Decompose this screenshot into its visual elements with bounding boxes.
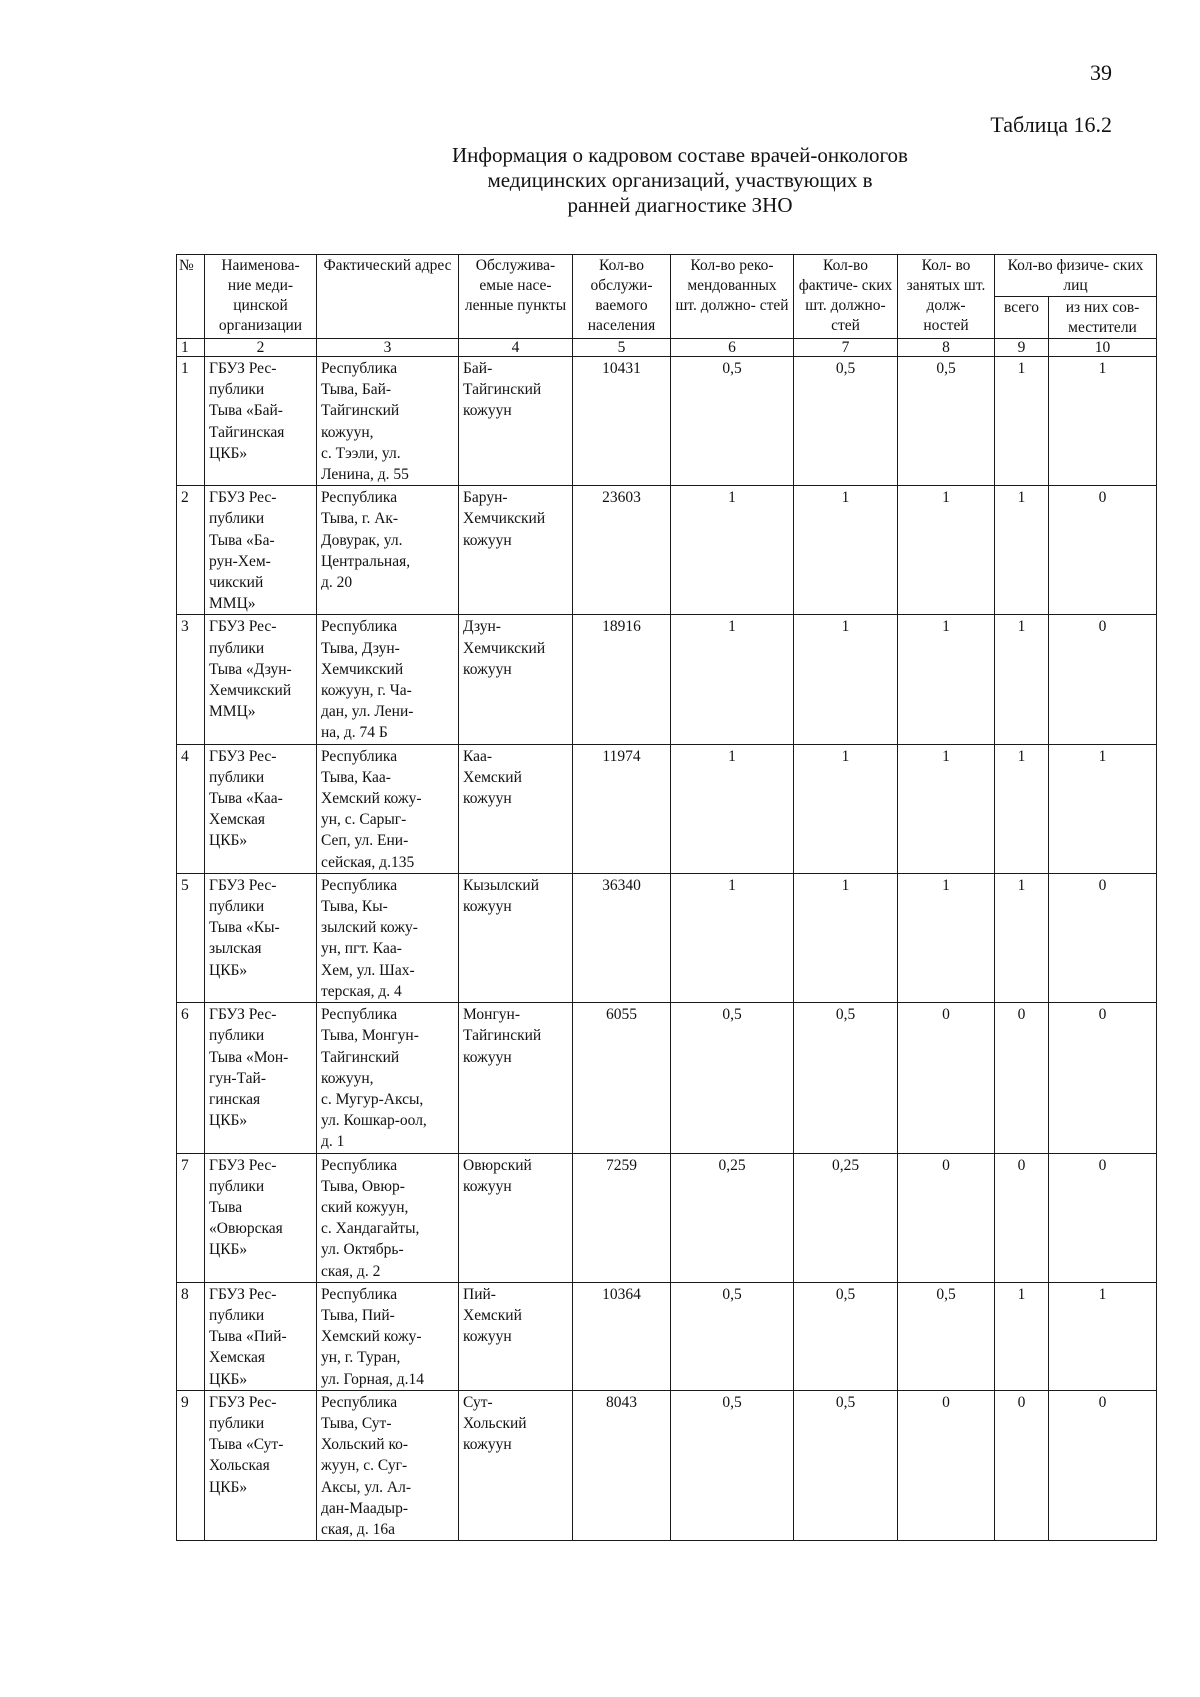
cell-occupied: 1 [898,615,995,744]
cell-address: Республика Тыва, Монгун- Тайгинский кожуун, с. Мугур-Аксы, ул. Кошкар-оол, д. 1 [317,1003,459,1153]
cell-occupied: 0,5 [898,1282,995,1390]
cell-actual: 1 [794,873,898,1002]
cell-settlements: Бай- Тайгинский кожуун [459,357,573,486]
cell-settlements: Пий- Хемский кожуун [459,1282,573,1390]
cell-actual: 0,25 [794,1153,898,1282]
header-population: Кол-во обслужи- ваемого населения [573,255,671,339]
cell-physical-part: 0 [1049,486,1157,615]
cell-settlements: Овюрский кожуун [459,1153,573,1282]
cell-population: 11974 [573,744,671,873]
cell-physical-part: 0 [1049,615,1157,744]
column-number: 10 [1049,339,1157,357]
cell-settlements: Дзун- Хемчикский кожуун [459,615,573,744]
header-physical-total: всего [995,297,1049,339]
cell-physical-total: 1 [995,873,1049,1002]
cell-organization: ГБУЗ Рес- публики Тыва «Пий- Хемская ЦКБ» [205,1282,317,1390]
cell-population: 10364 [573,1282,671,1390]
table-row [177,744,1157,873]
column-number: 9 [995,339,1049,357]
cell-recommended: 1 [671,873,794,1002]
cell-occupied: 1 [898,486,995,615]
cell-occupied: 1 [898,873,995,1002]
cell-recommended: 1 [671,486,794,615]
table-row [177,486,1157,615]
column-number: 6 [671,339,794,357]
header-address: Фактический адрес [317,255,459,339]
document-title [330,143,1030,218]
cell-physical-total: 0 [995,1003,1049,1153]
cell-physical-part: 1 [1049,357,1157,486]
cell-physical-part: 0 [1049,1003,1157,1153]
table-row [177,1390,1157,1540]
cell-organization: ГБУЗ Рес- публики Тыва «Дзун- Хемчикский ММЦ» [205,615,317,744]
page-number: 39 [1090,60,1112,85]
column-number: 4 [459,339,573,357]
header-row [177,255,1157,297]
cell-recommended: 1 [671,744,794,873]
cell-settlements: Барун- Хемчикский кожуун [459,486,573,615]
column-number: 1 [177,339,205,357]
cell-physical-total: 1 [995,486,1049,615]
cell-population: 23603 [573,486,671,615]
staff-table [176,254,1157,1541]
cell-index: 7 [177,1153,205,1282]
cell-occupied: 0,5 [898,357,995,486]
cell-occupied: 0 [898,1390,995,1540]
cell-index: 3 [177,615,205,744]
cell-actual: 0,5 [794,1003,898,1153]
header-physical: Кол-во физиче- ских лиц [995,255,1157,297]
cell-address: Республика Тыва, Бай- Тайгинский кожуун, с. Тээли, ул. Ленина, д. 55 [317,357,459,486]
cell-index: 8 [177,1282,205,1390]
cell-index: 2 [177,486,205,615]
title-line: медицинских организаций, участвующих в [487,168,873,192]
table-row [177,615,1157,744]
cell-physical-part: 1 [1049,744,1157,873]
header-no: № [177,255,205,339]
cell-settlements: Каа- Хемский кожуун [459,744,573,873]
cell-actual: 0,5 [794,1282,898,1390]
cell-address: Республика Тыва, Сут- Хольский ко- жуун, с. Суг- Аксы, ул. Ал- дан-Маадыр- ская, д. 16а [317,1390,459,1540]
cell-recommended: 0,5 [671,1390,794,1540]
cell-physical-part: 1 [1049,1282,1157,1390]
table-label: Таблица 16.2 [990,112,1112,137]
cell-index: 1 [177,357,205,486]
cell-index: 4 [177,744,205,873]
cell-address: Республика Тыва, Дзун- Хемчикский кожуун, г. Ча- дан, ул. Лени- на, д. 74 Б [317,615,459,744]
cell-population: 36340 [573,873,671,1002]
column-number: 7 [794,339,898,357]
cell-population: 7259 [573,1153,671,1282]
cell-physical-part: 0 [1049,1153,1157,1282]
cell-physical-part: 0 [1049,873,1157,1002]
cell-address: Республика Тыва, Каа- Хемский кожу- ун, с. Сарыг- Сеп, ул. Ени- сейская, д.135 [317,744,459,873]
cell-organization: ГБУЗ Рес- публики Тыва «Мон- гун-Тай- гинская ЦКБ» [205,1003,317,1153]
column-number: 8 [898,339,995,357]
cell-physical-part: 0 [1049,1390,1157,1540]
cell-address: Республика Тыва, г. Ак- Довурак, ул. Центральная, д. 20 [317,486,459,615]
column-number: 5 [573,339,671,357]
title-line: ранней диагностике ЗНО [567,193,793,217]
cell-actual: 1 [794,486,898,615]
header-settlements: Обслужива- емые насе- ленные пункты [459,255,573,339]
cell-physical-total: 1 [995,615,1049,744]
cell-actual: 0,5 [794,357,898,486]
header-name: Наименова- ние меди- цинской организации [205,255,317,339]
cell-organization: ГБУЗ Рес- публики Тыва «Каа- Хемская ЦКБ» [205,744,317,873]
cell-physical-total: 1 [995,357,1049,486]
cell-population: 10431 [573,357,671,486]
cell-address: Республика Тыва, Пий- Хемский кожу- ун, г. Туран, ул. Горная, д.14 [317,1282,459,1390]
cell-recommended: 0,5 [671,1282,794,1390]
cell-occupied: 1 [898,744,995,873]
cell-occupied: 0 [898,1003,995,1153]
cell-index: 6 [177,1003,205,1153]
table-row [177,1282,1157,1390]
cell-population: 18916 [573,615,671,744]
title-line: Информация о кадровом составе врачей-онкологов [452,143,908,167]
cell-settlements: Сут- Хольский кожуун [459,1390,573,1540]
table-row [177,1153,1157,1282]
cell-index: 5 [177,873,205,1002]
cell-organization: ГБУЗ Рес- публики Тыва «Кы- зылская ЦКБ» [205,873,317,1002]
table-row [177,1003,1157,1153]
header-occupied: Кол- во занятых шт. долж- ностей [898,255,995,339]
table-row [177,357,1157,486]
cell-physical-total: 0 [995,1390,1049,1540]
cell-recommended: 1 [671,615,794,744]
cell-settlements: Кызылский кожуун [459,873,573,1002]
header-physical-part: из них сов- местители [1049,297,1157,339]
cell-organization: ГБУЗ Рес- публики Тыва «Сут- Хольская ЦКБ» [205,1390,317,1540]
column-number: 3 [317,339,459,357]
cell-actual: 1 [794,615,898,744]
cell-population: 8043 [573,1390,671,1540]
column-number: 2 [205,339,317,357]
cell-occupied: 0 [898,1153,995,1282]
table-row [177,873,1157,1002]
cell-actual: 1 [794,744,898,873]
cell-address: Республика Тыва, Кы- зылский кожу- ун, пгт. Каа- Хем, ул. Шах- терская, д. 4 [317,873,459,1002]
header-actual: Кол-во фактиче- ских шт. должно- стей [794,255,898,339]
column-number-row [177,339,1157,357]
cell-recommended: 0,5 [671,357,794,486]
cell-physical-total: 0 [995,1153,1049,1282]
cell-settlements: Монгун- Тайгинский кожуун [459,1003,573,1153]
cell-organization: ГБУЗ Рес- публики Тыва «Бай- Тайгинская ЦКБ» [205,357,317,486]
cell-recommended: 0,25 [671,1153,794,1282]
cell-actual: 0,5 [794,1390,898,1540]
cell-physical-total: 1 [995,1282,1049,1390]
cell-recommended: 0,5 [671,1003,794,1153]
cell-index: 9 [177,1390,205,1540]
cell-organization: ГБУЗ Рес- публики Тыва «Ба- рун-Хем- чикский ММЦ» [205,486,317,615]
cell-population: 6055 [573,1003,671,1153]
cell-physical-total: 1 [995,744,1049,873]
cell-organization: ГБУЗ Рес- публики Тыва «Овюрская ЦКБ» [205,1153,317,1282]
cell-address: Республика Тыва, Овюр- ский кожуун, с. Хандагайты, ул. Октябрь- ская, д. 2 [317,1153,459,1282]
header-recommended: Кол-во реко- мендованных шт. должно- стей [671,255,794,339]
